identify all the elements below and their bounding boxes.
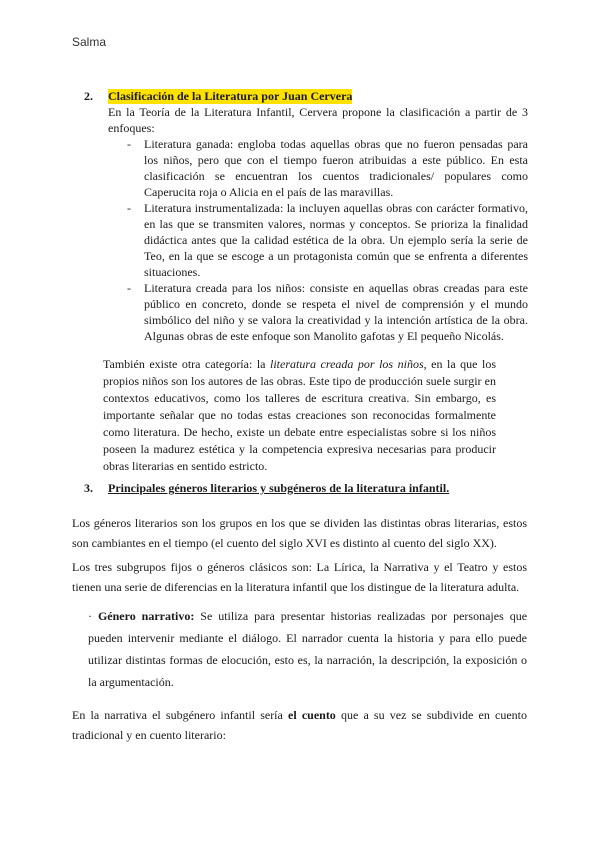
genre-text: Se utiliza para presentar historias realizadas por personajes que pueden intervenir mediante el diálogo. El narrador cuenta la historia y para ello puede utilizar distintas formas de elocución, esto es, la narración, la descripción, la exposición o la argumentación. — [88, 609, 528, 689]
bullet-dash: - — [127, 281, 131, 295]
section-2-number: 2. — [84, 89, 93, 103]
p3-text-start: En la narrativa el subgénero infantil sería — [72, 708, 288, 722]
list-item — [127, 200, 528, 280]
section-2-intro: En la Teoría de la Literatura Infantil, Cervera propone la clasificación a partir de 3 enfoques: — [108, 105, 528, 135]
bullet-text-ganada: Literatura ganada: engloba todas aquellas obras que no fueron pensadas para los niños, pero que con el tiempo fueron atribuidas a este público. En esta clasificación se encuentran los cuentos tradicionales/ populares como Caperucita roja o Alicia en el país de las maravillas. — [144, 137, 528, 199]
section-3-paragraph-2: Los tres subgrupos fijos o géneros clásicos son: La Lírica, la Narrativa y el Teatro y estos tienen una serie de diferencias en la literatura infantil que los distingue de la literatura adulta. — [72, 560, 527, 594]
section-2-title: Clasificación de la Literatura por Juan Cervera — [108, 89, 353, 103]
section-2-extra-paragraph — [103, 356, 496, 475]
genre-bullet: · — [88, 609, 92, 623]
p3-text-end: que a su vez se subdivide en cuento tradicional y en cuento literario: — [72, 708, 527, 742]
bullet-dash: - — [127, 201, 131, 215]
section-3-paragraph-3 — [72, 705, 527, 745]
bullet-text-creada: Literatura creada para los niños: consiste en aquellas obras creadas para este público en concreto, donde se respeta el nivel de comprensión y el mundo simbólico del niño y se valora la creatividad y la intención artística de la obra. Algunas obras de este enfoque son Manolito gafotas y El pequeño Nicolás. — [144, 281, 528, 343]
extra-text-italic: literatura creada por los niños — [270, 357, 424, 371]
genre-label: Género narrativo: — [97, 609, 195, 623]
section-3-title: Principales géneros literarios y subgéneros de la literatura infantil. — [108, 481, 450, 495]
extra-text-end: , en la que los propios niños son los autores de las obras. Este tipo de producción suele surgir en contextos educativos, como los talleres de escritura creativa. Sin embargo, es importante señalar que no todas estas creaciones son reconocidas formalmente como literatura. De hecho, existe un debate entre especialistas sobre si los niños poseen la madurez estética y la competencia expresiva necesarias para producir obras literarias en sentido estricto. — [103, 357, 496, 473]
list-item — [127, 136, 528, 200]
extra-text-start: También existe otra categoría: la — [103, 357, 270, 371]
genre-narrativo — [88, 605, 527, 693]
section-2-heading — [84, 89, 524, 105]
classification-list — [127, 136, 528, 344]
bullet-dash: - — [127, 137, 131, 151]
section-3-heading — [84, 481, 524, 497]
bullet-text-instrumentalizada: Literatura instrumentalizada: la incluyen aquellas obras con carácter formativo, en las que se transmiten valores, normas y conceptos. Se prioriza la finalidad didáctica antes que la calidad estética de la obra. Un ejemplo sería la serie de Teo, en la que se escoge a un protagonista común que se enfrenta a diferentes situaciones. — [144, 201, 528, 279]
list-item — [127, 280, 528, 344]
section-3-paragraph-1: Los géneros literarios son los grupos en los que se dividen las distintas obras literarias, estos son cambiantes en el tiempo (el cuento del siglo XVI es distinto al cuento del siglo XX). — [72, 516, 527, 550]
p3-bold: el cuento — [288, 708, 336, 722]
header-author: Salma — [72, 35, 107, 49]
section-3-number: 3. — [84, 481, 93, 495]
